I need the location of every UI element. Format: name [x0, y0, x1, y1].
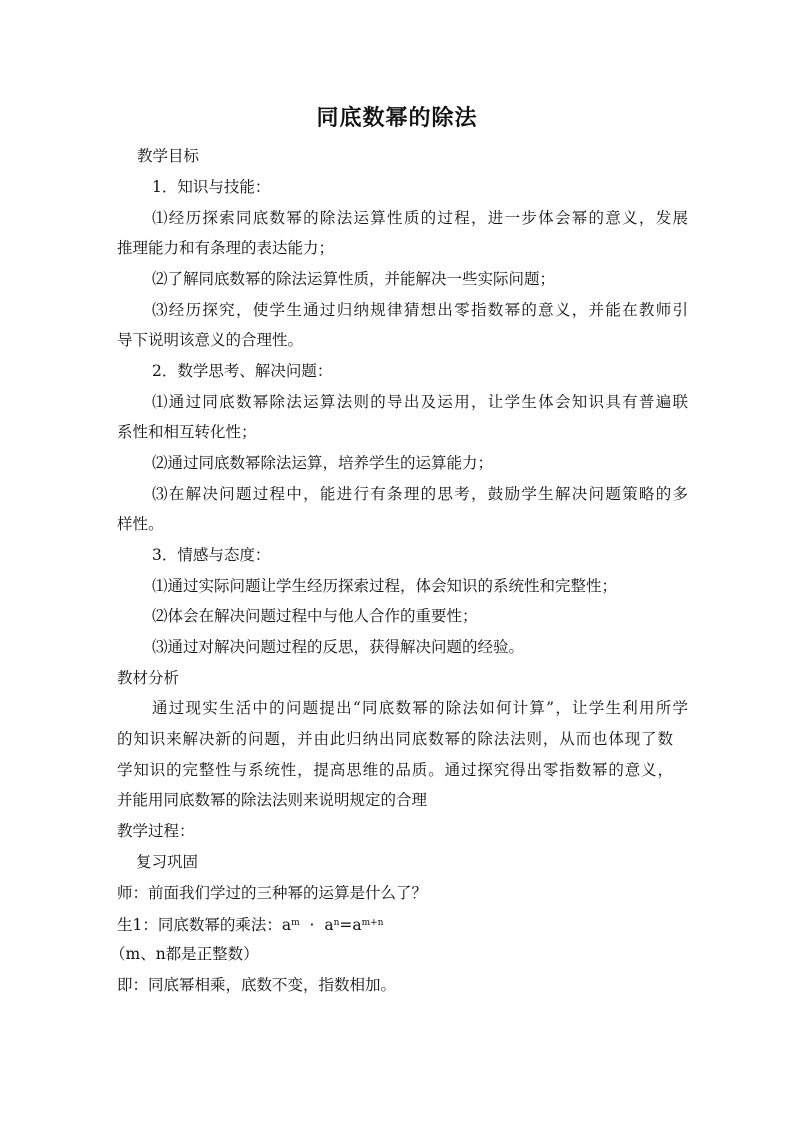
teacher-question: 师：前面我们学过的三种幂的运算是什么了？	[117, 884, 428, 902]
paragraph-line: ⑶在解决问题过程中，能进行有条理的思考，鼓励学生解决问题策略的多	[152, 485, 688, 503]
section-heading: 1．知识与技能：	[152, 178, 271, 196]
paragraph-line: ⑵体会在解决问题过程中与他人合作的重要性；	[152, 607, 478, 625]
paragraph-line: ⑵了解同底数幂的除法运算性质，并能解决一些实际问题；	[152, 270, 556, 288]
formula: $a^m \cdot a^n=a^{m+n}$	[281, 916, 384, 934]
paragraph-line: 并能用同底数幂的除法法则来说明规定的合理	[117, 791, 428, 809]
paragraph-line: 导下说明该意义的合理性。	[117, 331, 304, 349]
condition-text: （m、n都是正整数）	[110, 945, 259, 963]
paragraph-line: ⑴通过同底数幂除法运算法则的导出及运用，让学生体会知识具有普遍联	[152, 393, 688, 411]
process-heading: 教学过程：	[117, 822, 195, 840]
paragraph-line: 推理能力和有条理的表达能力；	[117, 239, 335, 257]
paragraph-line: ⑴通过实际问题让学生经历探索过程，体会知识的系统性和完整性；	[152, 577, 618, 595]
paragraph-line: 系性和相互转化性；	[117, 423, 257, 441]
answer-prefix: 生1：同底数幂的乘法：	[117, 916, 282, 934]
paragraph-line: ⑶通过对解决问题过程的反思，获得解决问题的经验。	[152, 638, 525, 656]
paragraph-line: ⑵通过同底数幂除法运算，培养学生的运算能力；	[152, 454, 494, 472]
paragraph-line: 学知识的完整性与系统性，提高思维的品质。通过探究得出零指数幂的意义，	[117, 761, 673, 779]
objectives-heading: 教学目标	[137, 147, 200, 165]
paragraph-line: 的知识来解决新的问题，并由此归纳出同底数幂的除法法则，从而也体现了数	[117, 730, 673, 748]
paragraph-line: 样性。	[117, 515, 164, 533]
paragraph-line: 通过现实生活中的问题提出“同底数幂的除法如何计算”，让学生利用所学	[152, 699, 688, 717]
paragraph-line: ⑶经历探究，使学生通过归纳规律猜想出零指数幂的意义，并能在教师引	[152, 301, 688, 319]
section-heading: 3．情感与态度：	[152, 546, 271, 564]
student-answer	[117, 913, 383, 935]
page-title: 同底数幂的除法	[316, 105, 478, 131]
review-heading: 复习巩固	[136, 853, 199, 871]
material-heading: 教材分析	[117, 669, 180, 687]
paragraph-line: ⑴经历探索同底数幂的除法运算性质的过程，进一步体会幂的意义，发展	[152, 209, 688, 227]
rule-text: 即：同底幂相乘，底数不变，指数相加。	[117, 976, 397, 994]
section-heading: 2．数学思考、解决问题：	[152, 362, 333, 380]
